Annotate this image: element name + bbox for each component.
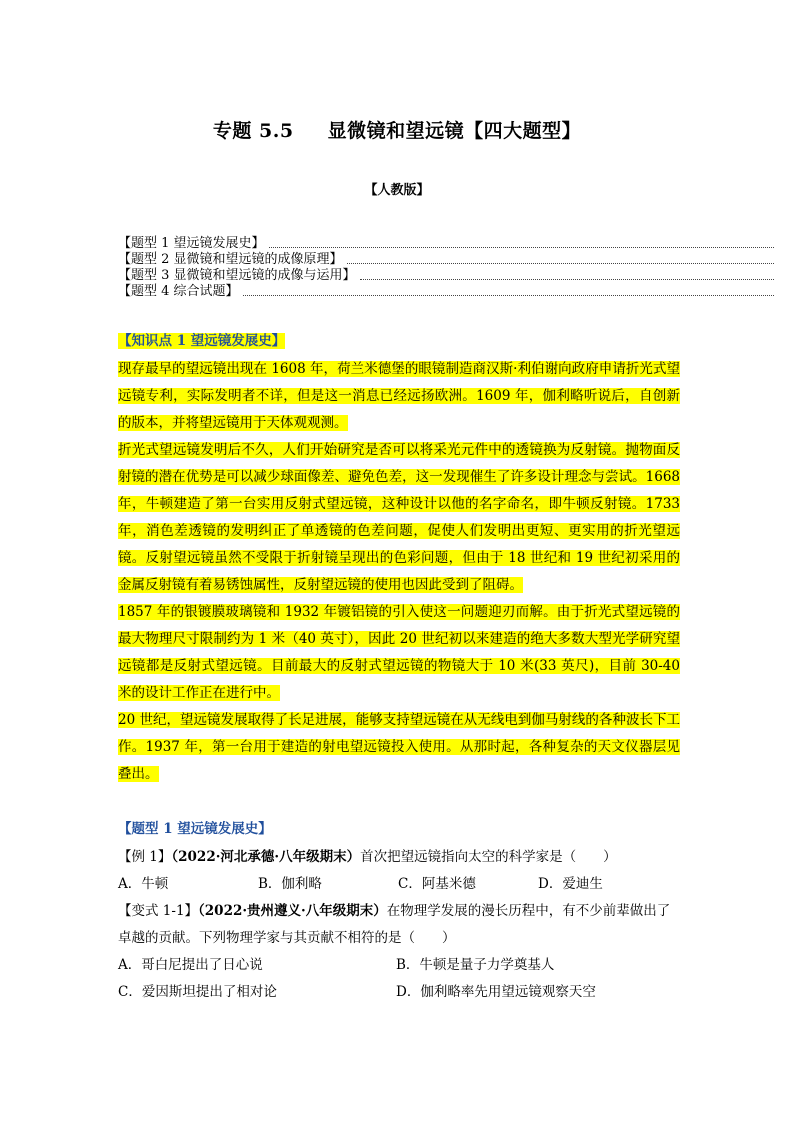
knowledge-paragraph: 1857 年的银镀膜玻璃镜和 1932 年镀铝镜的引入使这一问题迎刃而解。由于折光式望远镜的最大物理尺寸限制约为 1 米（40 英寸），因此 20 世纪初以来建造的绝大多数大型光学研究望远镜都是反射式望远镜。目前最大的反射式望远镜的物镜大于 10 米(33 英尺)，目前 30-40 米的设计工作正在进行中。	[118, 604, 680, 701]
example-label: 【例 1】	[118, 849, 172, 865]
option-a[interactable]: A．哥白尼提出了日心说	[118, 957, 263, 973]
toc-leader	[269, 246, 774, 248]
toc-item-3[interactable]	[118, 268, 774, 284]
knowledge-paragraph: 折光式望远镜发明后不久，人们开始研究是否可以将采光元件中的透镜换为反射镜。抛物面反射镜的潜在优势是可以减少球面像差、避免色差，这一发现催生了许多设计理念与尝试。1668 年，牛顿建造了第一台实用反射式望远镜，这种设计以他的名字命名，即牛顿反射镜。1733 年，消色差透镜的发明纠正了单透镜的色差问题，促使人们发明出更短、更实用的折光望远镜。反射望远镜虽然不受限于折射镜呈现出的色彩问题，但由于 18 世纪和 19 世纪初采用的金属反射镜有着易锈蚀属性，反射望远镜的使用也因此受到了阻碍。	[118, 442, 680, 593]
option-b[interactable]: B．伽利略	[258, 876, 322, 892]
toc-item-label: 【题型 4 综合试题】	[118, 284, 239, 299]
knowledge-point-heading: 【知识点 1 望远镜发展史】	[118, 333, 286, 349]
option-a[interactable]: A．牛顿	[118, 876, 169, 892]
variant-source: （2022·贵州遵义·八年级期末）	[198, 903, 387, 919]
variant-question	[118, 898, 678, 952]
option-c[interactable]: C．爱因斯坦提出了相对论	[118, 984, 277, 1000]
questions-section	[118, 818, 678, 1006]
option-d[interactable]: D．爱迪生	[538, 876, 603, 892]
variant-stem: 在物理学发展的漫长历程中，有不少前辈做出了卓越的贡献。下列物理学家与其贡献不相符的是（ ）	[118, 903, 671, 946]
page-title	[0, 116, 794, 143]
edition-label: 【人教版】	[364, 183, 430, 198]
toc-item-label: 【题型 3 显微镜和望远镜的成像与运用】	[118, 268, 356, 283]
example-options	[118, 871, 678, 898]
example-question	[118, 844, 678, 871]
variant-label: 【变式 1-1】	[118, 903, 199, 919]
variant-options-row-1	[118, 952, 678, 979]
example-stem: 首次把望远镜指向太空的科学家是（ ）	[360, 849, 617, 865]
knowledge-paragraph: 20 世纪，望远镜发展取得了长足进展，能够支持望远镜在从无线电到伽马射线的各种波长下工作。1937 年，第一台用于建造的射电望远镜投入使用。从那时起，各种复杂的天文仪器层见叠出。	[118, 712, 680, 782]
option-c[interactable]: C．阿基米德	[398, 876, 476, 892]
toc-item-4[interactable]	[118, 284, 774, 300]
table-of-contents	[118, 236, 774, 300]
example-source: （2022·河北承德·八年级期末）	[171, 849, 361, 865]
toc-leader	[347, 262, 774, 264]
variant-options-row-2	[118, 979, 678, 1006]
toc-leader	[360, 278, 774, 280]
title-number: 专题 5.5	[212, 120, 294, 142]
toc-leader	[243, 294, 774, 296]
toc-item-1[interactable]	[118, 236, 774, 252]
option-d[interactable]: D．伽利略率先用望远镜观察天空	[396, 984, 596, 1000]
toc-item-label: 【题型 1 望远镜发展史】	[118, 236, 265, 251]
toc-item-label: 【题型 2 显微镜和望远镜的成像原理】	[118, 252, 343, 267]
title-name: 显微镜和望远镜【四大题型】	[327, 120, 582, 142]
knowledge-point-section	[118, 330, 680, 788]
question-type-heading: 【题型 1 望远镜发展史】	[118, 821, 272, 837]
option-b[interactable]: B．牛顿是量子力学奠基人	[396, 957, 555, 973]
knowledge-paragraph: 现存最早的望远镜出现在 1608 年，荷兰米德堡的眼镜制造商汉斯·利伯谢向政府申请折光式望远镜专利，实际发明者不详，但是这一消息已经远扬欧洲。1609 年，伽利略听说后，自创新的版本，并将望远镜用于天体观观测。	[118, 361, 680, 431]
toc-item-2[interactable]	[118, 252, 774, 268]
